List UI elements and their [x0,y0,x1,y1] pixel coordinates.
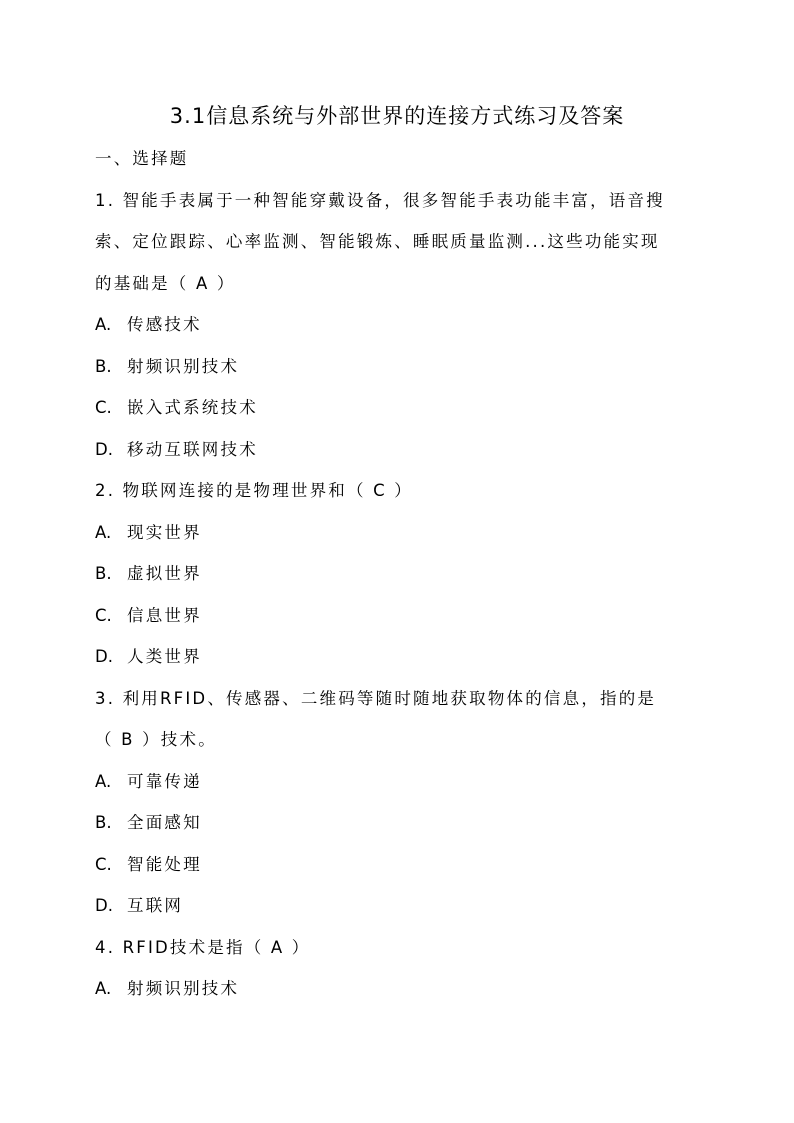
option-text: 射频识别技术 [127,356,240,376]
option-letter: D. [95,647,113,666]
option-text: 虚拟世界 [127,564,202,583]
question-3-line-1: 3. 利用RFID、传感器、二维码等随时随地获取物体的信息，指的是 [95,688,657,708]
question-3-line-2: （ B ）技术。 [95,730,217,749]
option-letter: B. [95,564,112,583]
option-letter: A. [95,979,112,998]
option-row [95,346,710,388]
question-3 [95,678,710,927]
question-1-line-1: 1. 智能手表属于一种智能穿戴设备，很多智能手表功能丰富，语音搜 [95,190,665,210]
option-row [95,636,710,678]
option-text: 移动互联网技术 [127,439,258,459]
question-1 [95,180,710,471]
option-text: 可靠传递 [127,771,202,791]
option-text: 互联网 [127,896,184,915]
option-letter: B. [95,356,112,376]
option-letter: C. [95,605,112,625]
option-row [95,304,710,346]
option-row [95,512,710,554]
option-text: 人类世界 [127,647,202,666]
option-letter: B. [95,813,112,832]
option-row [95,553,710,595]
option-text: 全面感知 [127,813,202,832]
option-row [95,387,710,429]
option-row [95,802,710,844]
question-1-line-2: 索、定位跟踪、心率监测、智能锻炼、睡眠质量监测...这些功能实现 [95,232,660,251]
option-row [95,968,710,1010]
option-row [95,595,710,637]
option-text: 现实世界 [127,522,202,542]
option-row [95,885,710,927]
option-row [95,761,710,803]
option-letter: C. [95,398,112,417]
question-4 [95,927,710,1010]
option-letter: D. [95,439,113,459]
section-heading: 一、选择题 [95,149,189,168]
option-text: 智能处理 [127,854,202,874]
option-letter: A. [95,315,112,334]
document-content [95,138,710,1010]
option-text: 射频识别技术 [127,979,240,998]
option-letter: A. [95,771,112,791]
question-1-line-3: 的基础是（ A ） [95,273,236,293]
question-2 [95,470,710,678]
option-text: 信息世界 [127,605,202,625]
option-letter: D. [95,896,113,915]
question-4-line-1: 4. RFID技术是指（ A ） [95,937,311,957]
document-title: 3.1信息系统与外部世界的连接方式练习及答案 [169,104,625,128]
option-text: 嵌入式系统技术 [127,398,258,417]
option-letter: A. [95,522,112,542]
option-text: 传感技术 [127,315,202,334]
option-row [95,844,710,886]
option-letter: C. [95,854,112,874]
option-row [95,429,710,471]
question-2-line-1: 2. 物联网连接的是物理世界和（ C ） [95,481,413,500]
